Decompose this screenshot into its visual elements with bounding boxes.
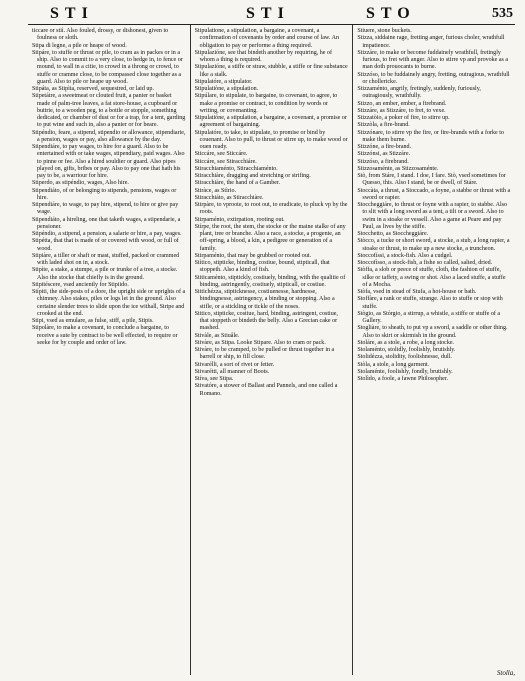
dictionary-entry: Stogliàre, to sheath, to put vp a sword, a saddle or other thing. Also to skirt or skirmish in the ground. [357,325,508,339]
dictionary-entry: Stivàle, as Stiuâle. [194,332,240,339]
running-header [28,4,515,25]
dictionary-entry: Stizzóne, a fire-brand. [357,144,412,150]
dictionary-entry: Stipiàre, a tiller or shaft or mast, stuffed, packed or crammed with laded shot on in, a stock. [32,252,180,266]
dictionary-entry: Stoffàre, a rank or stuffe, strange. Also to stuffe or stop with stuffe. [357,296,503,310]
dictionary-entry: Stolìdo, a foole, a fawne Philosopher. [357,376,449,382]
dictionary-entry: Stoccofíssi, a stock-fish. Also a cudgel. [357,252,453,259]
dictionary-entry: Stizzónare, to stirre vp the fire, or fire-brands with a forke to make them burne. [357,129,504,143]
dictionary-entry: Stirpaménto, extirpation, rooting out. [194,216,285,223]
dictionary-entry: Stirpàre, to vproote, to root out, to eradicate, to pluck vp by the roots. [194,202,348,216]
dictionary-entry: Stipulatóre, a stipulator. [194,78,253,85]
dictionary-entry: Stitico, stipticke, costiue, hard, binding, astringent, costiue, that stoppeth or bindeth the belly. Also a Grecian cake or mashed. [194,310,338,332]
dictionary-entry: Stòfa, vsed in stead of Stufa, a hot-house or bath. [357,289,477,295]
headword-right: STO [366,5,416,22]
dictionary-entry: ticcare or stiì. Also fouled, drossy, or dishonest, given to foulness or sloth. [32,28,169,42]
dictionary-entry: Stipéndio, a stipend, a pension, a salarie or hire, a pay, wages. [32,231,182,237]
dictionary-entry: Stizza, siddaine rage, fretting anger, furious choler, wrathfull impatience. [357,35,505,49]
dictionary-entry: Stizzòla, a fire-brand. [357,122,410,129]
dictionary-entry: Stipáre, to stuffe or thrust or pile, to cram as in packes or in a ship. Also to commit to a very close, to hedge in, to fence or mound, to wall in a citie, to crowd in a throng or crowd, to stuffe or cramme close, to be compassed close together as a guard. Also to pile or heape up wood. [32,49,183,85]
dictionary-entry: Stírpe, the root, the stem, the stocke or the maine stalke of any plant, tree or branche. Also a race, a stocke, a progenie, an off-spring, a blood, a kin, a pedigree or generation of a family. [194,223,346,252]
dictionary-entry: Stiuere, stone buckets. [357,28,412,34]
dictionary-entry: Stipulatiòne, a stipulation. [194,86,259,92]
dictionary-entry: Stivarélli, a sort of rivet or fetter. [194,361,275,368]
dictionary-entry: Stizzáre, as Stizzáre, to fret, to vexe. [357,107,446,114]
dictionary-entry: Stipulazióne, see that bindeth another by requiring, he of whom a thing is required. [194,49,333,63]
dictionary-entry: Stolaménte, foolishly, fondly, brutishly. [357,368,453,375]
dictionary-entry: Stizzo, an ember, ember, a firebrand. [357,100,447,107]
dictionary-entry: Stipetátre, a sweetmeat or clouted fruit, a panier or basket made of palm-tree leaves, a fat store-house, a cupboard or buttrie, to a wooden peg, to a bottle or stopple, something dedicated, or chamber of dust or for a trap, for a tent, garding to put wine and such in, also a panier or for beare. [32,93,186,129]
dictionary-entry: Stòla, a stole, a long garment. [357,361,430,368]
dictionary-entry: Stipendiáto, a hireling, one that taketh wages, a stipendarie, a pensioner. [32,216,181,230]
dictionary-entry: Stoccheggiáre, to thrust or foyne with a rapier, to stabbe. Also to slit with a long sword as a tent, a tilt or a sword. Also to swim in a stoake or vessell. Also a game at Peare and pay Paul, as lives by the stiffe. [357,202,508,230]
dictionary-entry: Stizzóso, a firebrand. [357,158,409,165]
column-1 [28,25,190,675]
dictionary-entry: Stòcco, a tucke or short sword, a stocke, a stub, a long rapier, a stoake or thrust, to make up a new stocke, a truncheon. [357,238,510,252]
dictionary-entry: Stivatóre, a stower of Ballast and Pannels, and one called a Romano. [194,383,338,397]
dictionary-entry: Stocchetto, as Stoccheggiáre. [357,231,429,237]
dictionary-entry: Stipétta, that that is made of or covered with wood, or full of wood. [32,238,179,252]
dictionary-entry: Stiracchiàre, dragging and stretching or strifing. [194,173,311,179]
dictionary-entry: Stoláre, as a stole, a robe, a long stocke. [357,339,455,346]
dictionary-entry: Stipendiáre, to pay wages, to hire for a guard. Also to be entertained with or take wages, stipendiary, paid wages. Also to pinne or fee. Also a hired souldier or guard. Also pipes played on, gifts, bribes or pay. Also to pay one that hath his pay to be, a warriour for hire. [32,144,185,179]
dictionary-entry: Stipìte, a stake, a stumpe, a pile or trunke of a tree, a stocke. Also the stocke that chiefly is in the ground. [32,267,178,281]
headword-left: STI [50,5,94,22]
catchword: Stolla, [496,669,515,677]
dictionary-entry: Stoccàta, a thrust, a Stoccado, a foyne, a stabbe or thrust with a sword or rapier. [357,187,511,201]
dictionary-entry: Stizzaménto, angrily, fretingly, suddenly, furiously, outragiously, wrathfully. [357,86,481,100]
dictionary-entry: Stoccofìsso, a stock-fish, a fishe so called, salted, dried. [357,260,493,266]
page-number: 535 [492,6,513,21]
column-2 [190,25,353,675]
dictionary-entry: Stìtico, stipticke, binding, costiue, bound, stipticall, that stoppeth. Also a kind of fish. [194,260,330,274]
dictionary-entry: Stivàre, to be cramped, to be pulled or thrust together in a barrell or ship, to fill close. [194,347,335,361]
dictionary-entry: Stipulatione, a stipulation, a bargaine, a covenant, a confirmation of covenants by order and course of law. An obligation to pay or performe a thing required. [194,28,339,49]
dictionary-entry: Stipendiáto, of or belonging to stipends, pensions, wages or hire. [32,187,177,201]
dictionary-entry: Stitichézza, stipticknesse, costiuenesse, hardnesse, bindingnesse, astringency, a binding or stopping. Also a stifle, or a stickling or tickle of the noses. [194,289,335,310]
dictionary-entry: Stirpaménto, that may be grubbed or rooted out. [194,252,312,259]
dictionary-entry: Stipolàre, to make a covenant, to conclude a bargaine, to receive a sute by contract to be well effected, to require or seeke for by couple and order of law. [32,325,178,346]
dictionary-entry: Stò, from Stáre, I stand. I doe, I fare. Stò, vsed sometimes for Quesso, this. Also I stand, be or dwell, of Stáre. [357,173,506,187]
dictionary-entry: Stípiti, the side-posts of a dore, the upright side or uprights of a chimney. Also stakes, piles or logs let in the ground. Also certaine slender trees to slide upon the ice withall, Stripe and crooked at the end. [32,289,186,317]
dictionary-entry: Stolaménto, stolidly, foolishly, brutishly. [357,347,456,353]
dictionary-entry: Stolidézza, stolidity, foolishnesse, dull. [357,354,452,361]
dictionary-entry: Stipi, vsed as emulare, as fulse, stiff, a pile, Stipis. [32,318,154,324]
dictionary-entry: Stiracchiàre, the hand of a Gamber. [194,180,281,187]
dictionary-entry: Stizzáre, to make or become fuddainely wrathfull, fretingly furious, to fret with anger. Also to stirre vp and provoke as a man doth prouocants to burne. [357,49,509,71]
dictionary-entry: Stipa di legne, a pile or heape of wood. [32,42,127,49]
dictionary-entry: Stipitéscere, vsed anciently for Stipiido. [32,281,129,288]
dictionary-entry: Sticcáre, see Sticcáre. [194,151,248,158]
dictionary-entry: Stiracchiaménto, Stiracchiaménto. [194,165,278,172]
dictionary-entry: Stiperdo, as stipéndio, wages, Also hire. [32,180,129,187]
dictionary-entry: Stizzatòio, a poker of fire, to stirre up. [357,115,450,121]
dictionary-entry: Stiracchiáto, as Stiracchiàre. [194,194,264,201]
dictionary-entry: Stipúlare, to stipulate, to bargaine, to covenant, to agree, to make a promise or contract, to condition by words or writing, or covenanting. [194,93,338,114]
dictionary-entry: Stògio, as Stórgio, a stirrup, a whistle, a stiffe or stuffe of a Gallery. [357,310,501,324]
dictionary-entry: Stivàre, as Stipa. Looke Stipare. Also to cram or pack. [194,339,326,346]
headword-center: STI [246,5,290,22]
dictionary-entry: Stipulatóre, to take, to stipulate, to promise or bind by couenant. Also to pull, to thrust or stirre up, to make wood or ouen ready. [194,129,348,150]
dictionary-entry: Stòffa, a slob or peece of stuffe, cloth, the fashion of stuffe, silke or taffety, a swing or shot. Also a laced stuffe, a stuffe of a Mocha. [357,267,506,288]
dictionary-entry: Stiràce, as Stìrio. [194,187,236,194]
dictionary-entry: Stizzosaménte, as Stizzosaménte. [357,165,439,172]
dictionary-entry: Stiticaménto, stiptickly, costiuely, binding, with the qualitie of binding, astringently, costiuely, stipticall, or costiue. [194,274,346,288]
dictionary-entry: Stivarétti, all manner of Boots. [194,368,270,375]
columns [28,25,515,675]
dictionary-entry: Stizzóso, to be fuddainely angry, fretting, outragious, wrathfull or chollericke. [357,71,510,85]
dictionary-entry: Stipáta, as Stipìta, reserved, sequestred, or laid up. [32,86,154,92]
dictionary-entry: Sticcáre, see Stiracchiáre. [194,158,257,165]
dictionary-entry: Stipulazióne, a stiffe or straw, stubble, a stiffe or fine substance like a stalk. [194,64,348,78]
dictionary-entry: Stipendiáre, to wage, to pay hire, stipend, to hire or give pay wage. [32,202,179,216]
dictionary-entry: Stíva, see Stipa. [194,376,234,382]
dictionary-entry: Stipulatióne, a stipulation, a bargaine, a covenant, a promise or agreement of bargaining. [194,115,347,129]
dictionary-entry: Stipéndio, feare, a stipend, stipendio or allowance, stipendiarie, a pension, wages or pay, also allowance by the day. [32,129,186,143]
column-3 [352,25,515,675]
dictionary-entry: Stizzónsi, as Stizzáre. [357,151,411,158]
